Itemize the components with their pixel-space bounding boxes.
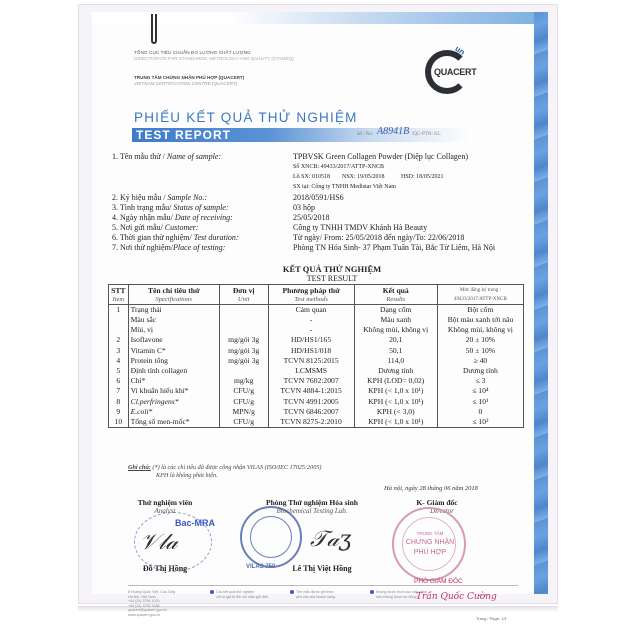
info-label-1: 1. Tên mẫu thử / Name of sample:	[112, 152, 222, 161]
info-value-6: Từ ngày/ From: 25/05/2018 đến ngày/To: 22/06/2018	[293, 233, 465, 242]
vilas-stamp-label: VILAS 750	[246, 564, 276, 570]
info-label-5: 5. Nơi gửi mẫu/ Customer:	[112, 223, 199, 232]
top-decorative-band	[92, 12, 548, 24]
org-line-2: DIRECTORATE FOR STANDARDS, METROLOGY AND QUALITY (STAMEQ)	[134, 56, 294, 61]
analyst-sub: Analyst	[154, 507, 176, 515]
table-row: 8 Cl.perfringens* CFU/g TCVN 4991:2005 KPH (< 1,0 x 10¹) ≤ 10¹	[109, 397, 524, 407]
org-line-4: VIETNAM CERTIFICATION CENTRE (QUACERT)	[134, 81, 238, 86]
info-label-2: 2. Ký hiệu mẫu / Sample No.:	[112, 193, 208, 202]
table-row: Màu sắc - Màu xanh Bột màu xanh tới nâu	[109, 315, 524, 325]
note-line-1: Ghi chú: (*) là các chỉ tiêu đã được công nhận VILAS (ISO/IEC 17025:2005)	[128, 464, 322, 471]
table-row: 3 Vitamin C* mg/gói 3g HD/HS1/018 50,1 50 ± 10%	[109, 346, 524, 356]
info-icon	[290, 590, 294, 594]
info-label-7: 7. Nơi thử nghiệm/Place of testing:	[112, 243, 226, 252]
vilas-stamp-inner	[250, 516, 292, 558]
report-number-value: A8941B	[377, 126, 410, 137]
table-row: 7 Vi khuẩn hiếu khí* CFU/g TCVN 4884-1:2015 KPH (< 1,0 x 10¹) ≤ 10⁴	[109, 386, 524, 396]
header-item: STT Item	[109, 285, 129, 305]
info-icon	[370, 590, 374, 594]
pin-mark-icon	[151, 14, 157, 44]
org-line-3: TRUNG TÂM CHỨNG NHẬN PHÙ HỢP (QUACERT)	[134, 75, 245, 80]
table-row: 2 Isoflavone mg/gói 3g HD/HS1/165 20,1 20 ± 10%	[109, 335, 524, 345]
table-row: 9 E.coli* MPN/g TCVN 6846:2007 KPH (< 3,0) 0	[109, 407, 524, 417]
registration-no: Số XNCB: 49433/2017/ATTP-XNCB	[293, 164, 385, 170]
footer-note-2: Tên mẫu được ghi theo yêu cầu của khách hàng.	[290, 590, 336, 599]
footer-note-1: Các kết quả thử nghiệm chỉ có giá trị đối với mẫu gửi đến.	[210, 590, 269, 599]
report-number-label: Số / No:	[357, 132, 374, 137]
director-sub: Director	[430, 507, 454, 515]
stamp-text-2: CHỨNG NHẬN	[405, 539, 455, 546]
info-label-3: 3. Tình trạng mẫu/ Status of sample:	[112, 203, 229, 212]
header-test-methods: Phương pháp thử Test methods	[268, 285, 354, 305]
stamp-text-3: PHÙ HỢP	[413, 549, 447, 556]
date-line: Hà nội, ngày 28 tháng 06 năm 2018	[384, 485, 478, 492]
quacert-logo-icon	[425, 44, 477, 94]
analyst-name: Đỗ Thị Hồng	[142, 564, 188, 573]
header-results: Kết quả Results	[354, 285, 437, 305]
logo-text: QUACERT	[434, 67, 477, 77]
info-label-6: 6. Thời gian thử nghiệm/ Test duration:	[112, 233, 239, 242]
sample-name: TPBVSK Green Collagen Powder (Diệp lục Collagen)	[293, 152, 469, 161]
table-row: 1 Trạng thái Cảm quan Dạng cốm Bột cốm	[109, 305, 524, 316]
results-title-en: TEST RESULT	[306, 274, 358, 283]
stamp-text-1: TRUNG TÂM	[416, 531, 444, 536]
footer-divider	[128, 585, 518, 586]
info-value-2: 2018/0591/HS6	[293, 193, 344, 202]
lot-info: Lô SX: 010518 NSX: 19/05/2018 HSD: 18/05/2021	[293, 174, 444, 180]
note-line-2: KPH là không phát hiện.	[156, 472, 218, 479]
org-line-1: TỔNG CỤC TIÊU CHUẨN ĐO LƯỜNG CHẤT LƯỢNG	[134, 50, 251, 55]
page-number: Trang / Page: 1/1	[476, 616, 507, 621]
info-value-3: 03 hộp	[293, 203, 315, 212]
analyst-signature-icon: 𝒱𝓁𝒶	[140, 530, 178, 555]
info-value-1	[293, 152, 468, 192]
table-row: 6 Chì* mg/kg TCVN 7602:2007 KPH (LOD= 0,02) ≤ 3	[109, 376, 524, 386]
info-value-5: Công ty TNHH TMDV Khánh Hà Beauty	[293, 223, 428, 232]
info-label-4: 4. Ngày nhận mẫu/ Date of receiving:	[112, 213, 233, 222]
deputy-director-label: PHÓ GIÁM ĐỐC	[414, 578, 463, 585]
analyst-title: Thử nghiệm viên	[137, 498, 193, 507]
right-decorative-band	[534, 12, 548, 594]
table-row: 5 Định tính collagen LCMSMS Dương tính Dương tính	[109, 366, 524, 376]
report-number-suffix: /QC-PTN: KL	[412, 132, 441, 137]
director-title: K- Giám đốc	[416, 498, 458, 507]
header-unit: Đơn vị Unit	[219, 285, 268, 305]
lab-signature-icon: 𝒯𝒶ʒ	[310, 527, 352, 552]
table-row: Mùi, vị - Không mùi, không vị Không mùi, không vị	[109, 325, 524, 335]
title-vietnamese: PHIẾU KẾT QUẢ THỬ NGHIỆM	[134, 110, 358, 125]
info-value-7: Phòng TN Hóa Sinh- 37 Phạm Tuấn Tài, Bắc Từ Liêm, Hà Nội	[293, 243, 496, 252]
info-value-4: 25/05/2018	[293, 213, 330, 222]
table-row: 4 Protein tổng mg/gói 3g TCVN 8125:2015 114,0 ≥ 40	[109, 356, 524, 366]
footer-note-3: Không được trích sao một phần nếu không được sự đồng ý	[370, 590, 427, 599]
results-table	[108, 284, 524, 428]
logo-mark: un	[453, 44, 467, 57]
director-name-signature: Trần Quốc Cường	[416, 592, 497, 602]
lab-title: Phòng Thử nghiệm Hóa sinh	[266, 498, 358, 507]
table-row: 10 Tổng số men-mốc* CFU/g TCVN 8275-2:2010 KPH (< 1,0 x 10¹) ≤ 10²	[109, 417, 524, 428]
footer-address: 8 Hoàng Quốc Việt, Cầu Giấy Hà Nội, Việt Nam +84 (24) 3756 1025 +84 (24) 3756 3188 quacert@quacert.gov.vn www.quacert.gov.vn	[128, 590, 176, 617]
lab-name: Lê Thị Việt Hồng	[292, 564, 352, 573]
lab-sub: Biochemical Testing Lab.	[276, 507, 348, 515]
info-icon	[210, 590, 214, 594]
header-registered-level: Mức đăng ký trong : 49433/2017/ATTP-XNCB	[437, 285, 523, 305]
header-specifications: Tên chỉ tiêu thử Specifications	[128, 285, 219, 305]
bac-mra-stamp-text: Bac-MRA	[175, 518, 216, 528]
test-report-document	[92, 12, 548, 621]
table-header-row	[109, 285, 524, 305]
title-english: TEST REPORT	[136, 128, 232, 142]
manufacturer: SX tại: Công ty TNHH Medistar Việt Nam	[293, 184, 396, 190]
results-title-vn: KẾT QUẢ THỬ NGHIỆM	[282, 264, 382, 274]
